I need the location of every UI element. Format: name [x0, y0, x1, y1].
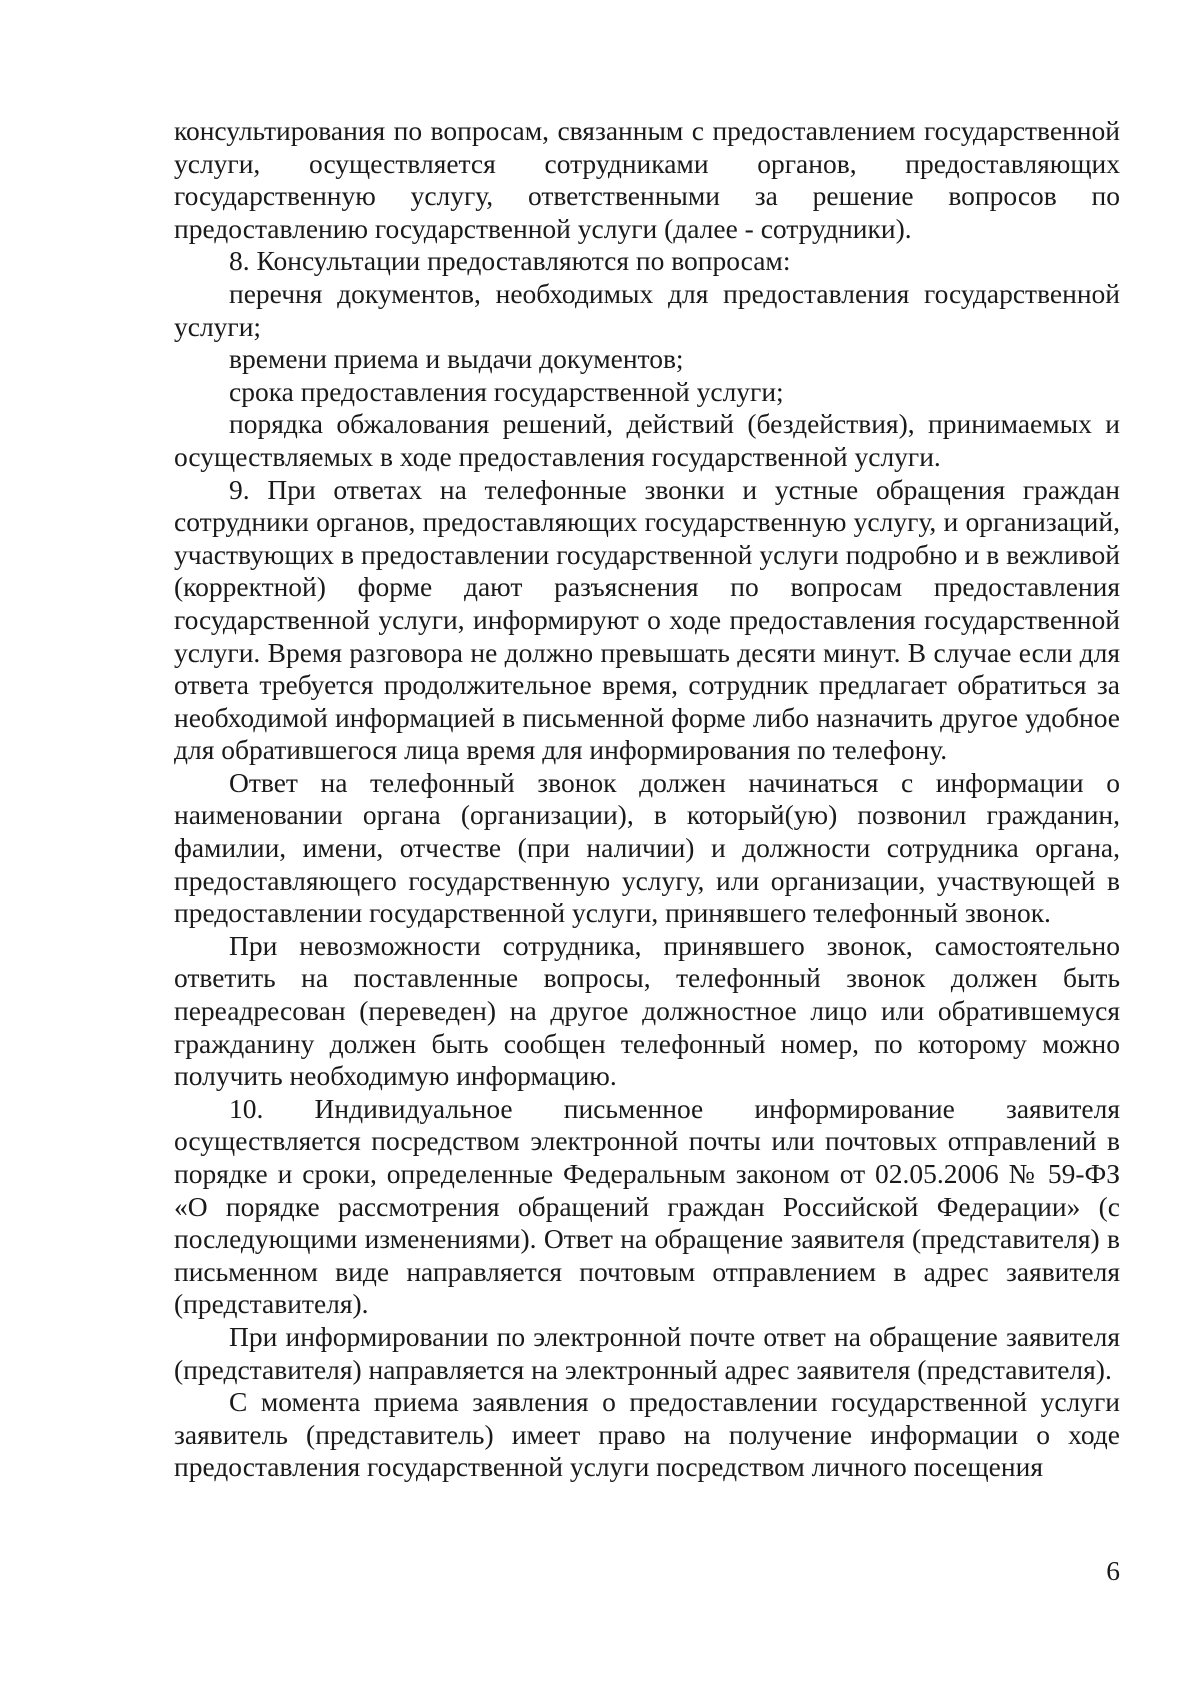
paragraph-9-call-greeting: Ответ на телефонный звонок должен начинаться с информации о наименовании органа (организации), в который(ую) позвонил гражданин, фамилии, имени, отчестве (при наличии) и должности сотрудника органа, предоставляющего государственную услугу, или организации, участвующей в предоставлении государственной услуги, принявшего телефонный звонок. [174, 766, 1120, 929]
paragraph-continuation: консультирования по вопросам, связанным с предоставлением государственной услуги, осуществляется сотрудниками органов, предоставляющих государственную услугу, ответственными за решение вопросов по предоставлению государственной услуги (далее - сотрудники). [174, 115, 1120, 244]
paragraph-9-phone-answers: 9. При ответах на телефонные звонки и устные обращения граждан сотрудники органов, предоставляющих государственную услугу, и организаций, участвующих в предоставлении государственной услуги подробно и в вежливой (корректной) форме дают разъяснения по вопросам предоставления государственной услуги, информируют о ходе предоставления государственной услуги. Время разговора не должно превышать десяти минут. В случае если для ответа требуется продолжительное время, сотрудник предлагает обратиться за необходимой информацией в письменной форме либо назначить другое удобное для обратившегося лица время для информирования по телефону. [174, 473, 1120, 766]
paragraph-10-status-info: С момента приема заявления о предоставлении государственной услуги заявитель (представитель) имеет право на получение информации о ходе предоставления государственной услуги посредством личного посещения [174, 1386, 1120, 1483]
paragraph-8-item-service-term: срока предоставления государственной услуги; [229, 375, 784, 407]
paragraph-10-email-info: При информировании по электронной почте ответ на обращение заявителя (представителя) направляется на электронный адрес заявителя (представителя). [174, 1320, 1120, 1385]
paragraph-8-item-reception-time: времени приема и выдачи документов; [229, 343, 684, 375]
document-body [174, 115, 1120, 1484]
paragraph-10-written-info: 10. Индивидуальное письменное информирование заявителя осуществляется посредством электронной почты или почтовых отправлений в порядке и сроки, определенные Федеральным законом от 02.05.2006 № 59-ФЗ «О порядке рассмотрения обращений граждан Российской Федерации» (с последующими изменениями). Ответ на обращение заявителя (представителя) в письменном виде направляется почтовым отправлением в адрес заявителя (представителя). [174, 1092, 1120, 1320]
paragraph-8-item-documents: перечня документов, необходимых для предоставления государственной услуги; [174, 277, 1120, 342]
paragraph-8-item-appeal-procedure: порядка обжалования решений, действий (бездействия), принимаемых и осуществляемых в ходе предоставления государственной услуги. [174, 408, 1120, 472]
page-number: 6 [1106, 1555, 1120, 1586]
paragraph-9-call-redirect: При невозможности сотрудника, принявшего звонок, самостоятельно ответить на поставленные вопросы, телефонный звонок должен быть переадресован (переведен) на другое должностное лицо или обратившемуся гражданину должен быть сообщен телефонный номер, по которому можно получить необходимую информацию. [174, 929, 1120, 1092]
paragraph-8-heading: 8. Консультации предоставляются по вопросам: [229, 245, 791, 277]
